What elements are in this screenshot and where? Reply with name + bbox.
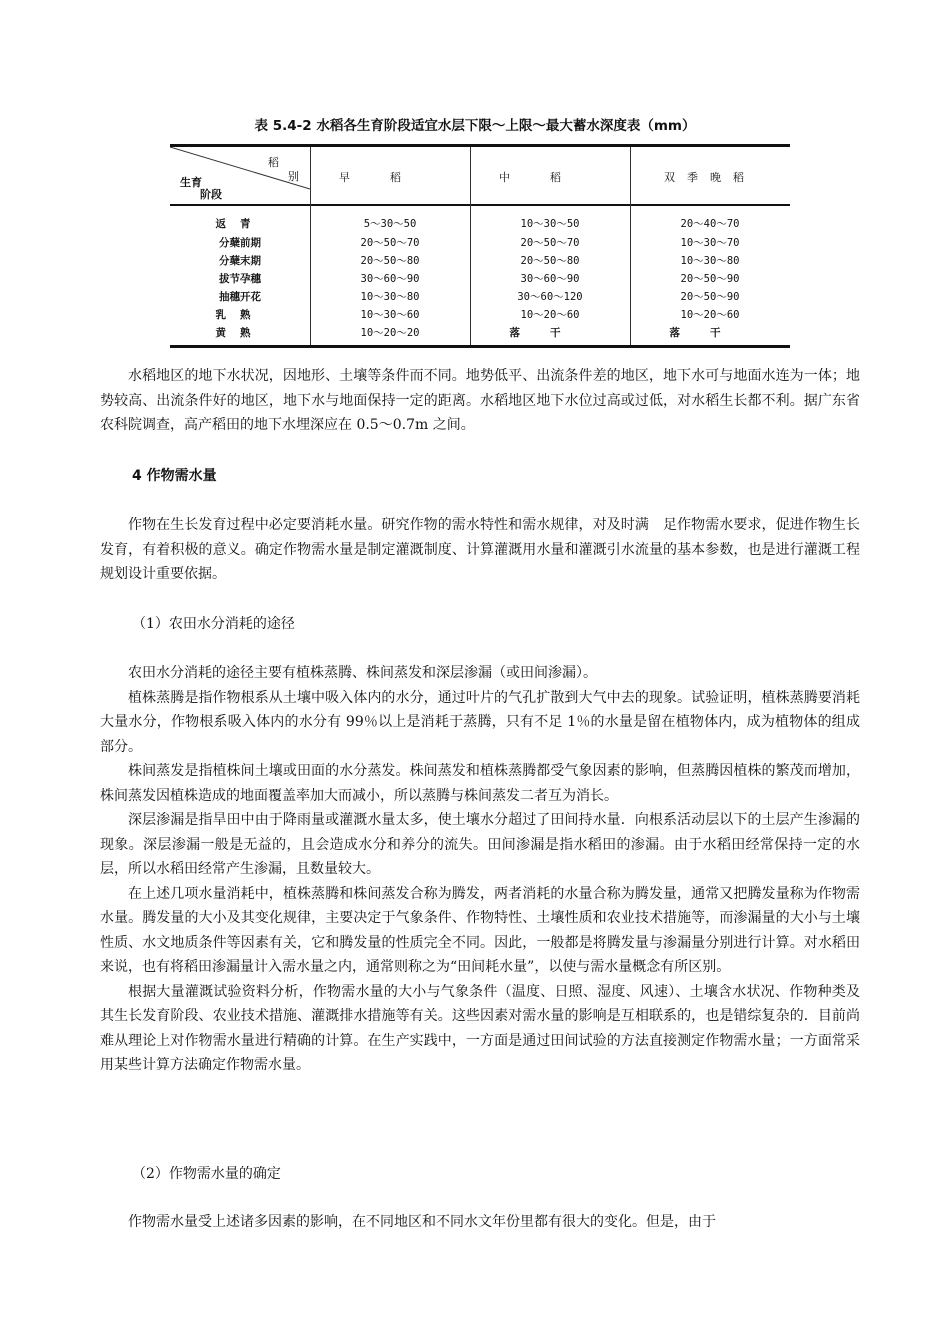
paragraph-crop-water — [100, 513, 860, 587]
paragraph-text: 作物需水量受上述诸多因素的影响，在不同地区和不同水文年份里都有很大的变化。但是，由于 — [128, 1214, 716, 1230]
cell-mid: 10～20～60 — [520, 309, 580, 321]
cell-mid: 10～30～50 — [520, 218, 580, 230]
cell-early: 10～20～20 — [360, 327, 420, 339]
paragraph-text: 深层渗漏是指旱田中由于降雨量或灌溉水量太多，使土壤水分超过了田间持水量．向根系活动层以下的土层产生渗漏的现象。深层渗漏一般是无益的，且会造成水分和养分的流失。田间渗漏是指水稻田的渗漏。由于水稻田经常保持一定的水层，所以水稻田经常产生渗漏，且数量较大。 — [100, 812, 860, 877]
cell-late: 20～50～90 — [680, 291, 740, 303]
cell-mid: 20～50～70 — [520, 237, 580, 249]
cell-late: 10～20～60 — [680, 309, 740, 321]
cell-late: 10～30～80 — [680, 255, 740, 267]
section-heading: 4 作物需水量 — [132, 468, 217, 484]
subsection-heading: （1）农田水分消耗的途径 — [132, 616, 295, 632]
col-header-early-rice: 早稻 — [339, 171, 441, 184]
table-bottom-rule — [170, 345, 790, 348]
stage-label: 返青 — [215, 218, 265, 230]
corner-label-stage-b: 阶段 — [200, 188, 222, 201]
cell-early: 20～50～80 — [360, 255, 420, 267]
cell-mid: 20～50～80 — [520, 255, 580, 267]
paragraph-text: 在上述几项水量消耗中，植株蒸腾和株间蒸发合称为腾发，两者消耗的水量合称为腾发量，通常又把腾发量称为作物需水量。腾发量的大小及其变化规律，主要决定于气象条件、作物特性、土壤性质和农业技术措施等，而渗漏量的大小与土壤性质、水文地质条件等因素有关，它和腾发量的性质完全不同。因此，一般都是将腾发量与渗漏量分别进行计算。对水稻田来说，也有将稻田渗漏量计入需水量之内，通常则称之为“田间耗水量”，以使与需水量概念有所区别。 — [100, 885, 860, 975]
cell-late: 20～40～70 — [680, 218, 740, 230]
paragraph-text: 根据大量灌溉试验资料分析，作物需水量的大小与气象条件（温度、日照、湿度、风速）、土壤含水状况、作物种类及其生长发育阶段、农业技术措施、灌溉排水措施等有关。这些因素对需水量的影响是互相联系的，也是错综复杂的．目前尚难从理论上对作物需水量进行精确的计算。在生产实践中，一方面是通过田间试验的方法直接测定作物需水量；一方面常采用某些计算方法确定作物需水量。 — [100, 983, 860, 1073]
table-caption: 表 5.4-2 水稻各生育阶段适宜水层下限～上限～最大蓄水深度表（mm） — [254, 118, 696, 134]
stage-label: 分蘖前期 — [219, 237, 261, 249]
corner-label-stage-a: 生育 — [180, 176, 202, 189]
cell-early: 10～30～80 — [360, 291, 420, 303]
cell-early: 5～30～50 — [363, 218, 417, 230]
stage-label: 抽穗开花 — [219, 291, 261, 303]
paragraph-text: 植株蒸腾是指作物根系从土壤中吸入体内的水分，通过叶片的气孔扩散到大气中去的现象。试验证明，植株蒸腾要消耗大量水分，作物根系吸入体内的水分有 99％以上是消耗于蒸腾，只有不足 1％的水量是留在植物体内，成为植物体的组成部分。 — [100, 689, 860, 755]
paragraph-determination — [100, 1210, 860, 1235]
stage-label: 黄熟 — [215, 327, 265, 339]
cell-mid: 落干 — [509, 327, 591, 339]
cell-late: 20～50～90 — [680, 273, 740, 285]
col-header-late-rice: 双季晚稻 — [664, 171, 756, 184]
stage-label: 拔节孕穗 — [219, 273, 261, 285]
stage-label: 分蘖末期 — [219, 255, 261, 267]
corner-label-crop-a: 稻 — [268, 156, 279, 169]
paragraph-text: 农田水分消耗的途径主要有植株蒸腾、株间蒸发和深层渗漏（或田间渗漏）。 — [128, 665, 597, 681]
subsection-heading: （2）作物需水量的确定 — [132, 1166, 281, 1182]
stage-label: 乳熟 — [215, 309, 265, 321]
col-header-mid-rice: 中稻 — [499, 171, 601, 184]
cell-late: 10～30～70 — [680, 237, 740, 249]
cell-early: 20～50～70 — [360, 237, 420, 249]
paragraph-groundwater — [100, 364, 860, 438]
cell-early: 30～60～90 — [360, 273, 420, 285]
water-depth-table — [170, 144, 790, 348]
paragraph-text: 株间蒸发是指植株间土壤或田面的水分蒸发。株间蒸发和植株蒸腾都受气象因素的影响，但蒸腾因植株的繁茂而增加，株间蒸发因植株造成的地面覆盖率加大而减小，所以蒸腾与株间蒸发二者互为消长。 — [100, 763, 860, 804]
cell-early: 10～30～60 — [360, 309, 420, 321]
paragraph-consumption — [100, 661, 860, 1078]
paragraph-text: 水稻地区的地下水状况，因地形、土壤等条件而不同。地势低平、出流条件差的地区，地下水可与地面水连为一体；地势较高、出流条件好的地区，地下水与地面保持一定的距离。水稻地区地下水位过高或过低，对水稻生长都不利。据广东省农科院调查，高产稻田的地下水埋深应在 0.5～0.7m 之间。 — [100, 368, 860, 433]
paragraph-text: 作物在生长发育过程中必定要消耗水量。研究作物的需水特性和需水规律，对及时满 足作物需水要求，促进作物生长发育，有着积极的意义。确定作物需水量是制定灌溉制度、计算灌溉用水量和灌溉引水流量的基本参数，也是进行灌溉工程规划设计重要依据。 — [100, 517, 860, 582]
cell-mid: 30～60～120 — [517, 291, 583, 303]
cell-late: 落干 — [669, 327, 751, 339]
corner-label-crop-b: 别 — [288, 170, 299, 183]
cell-mid: 30～60～90 — [520, 273, 580, 285]
